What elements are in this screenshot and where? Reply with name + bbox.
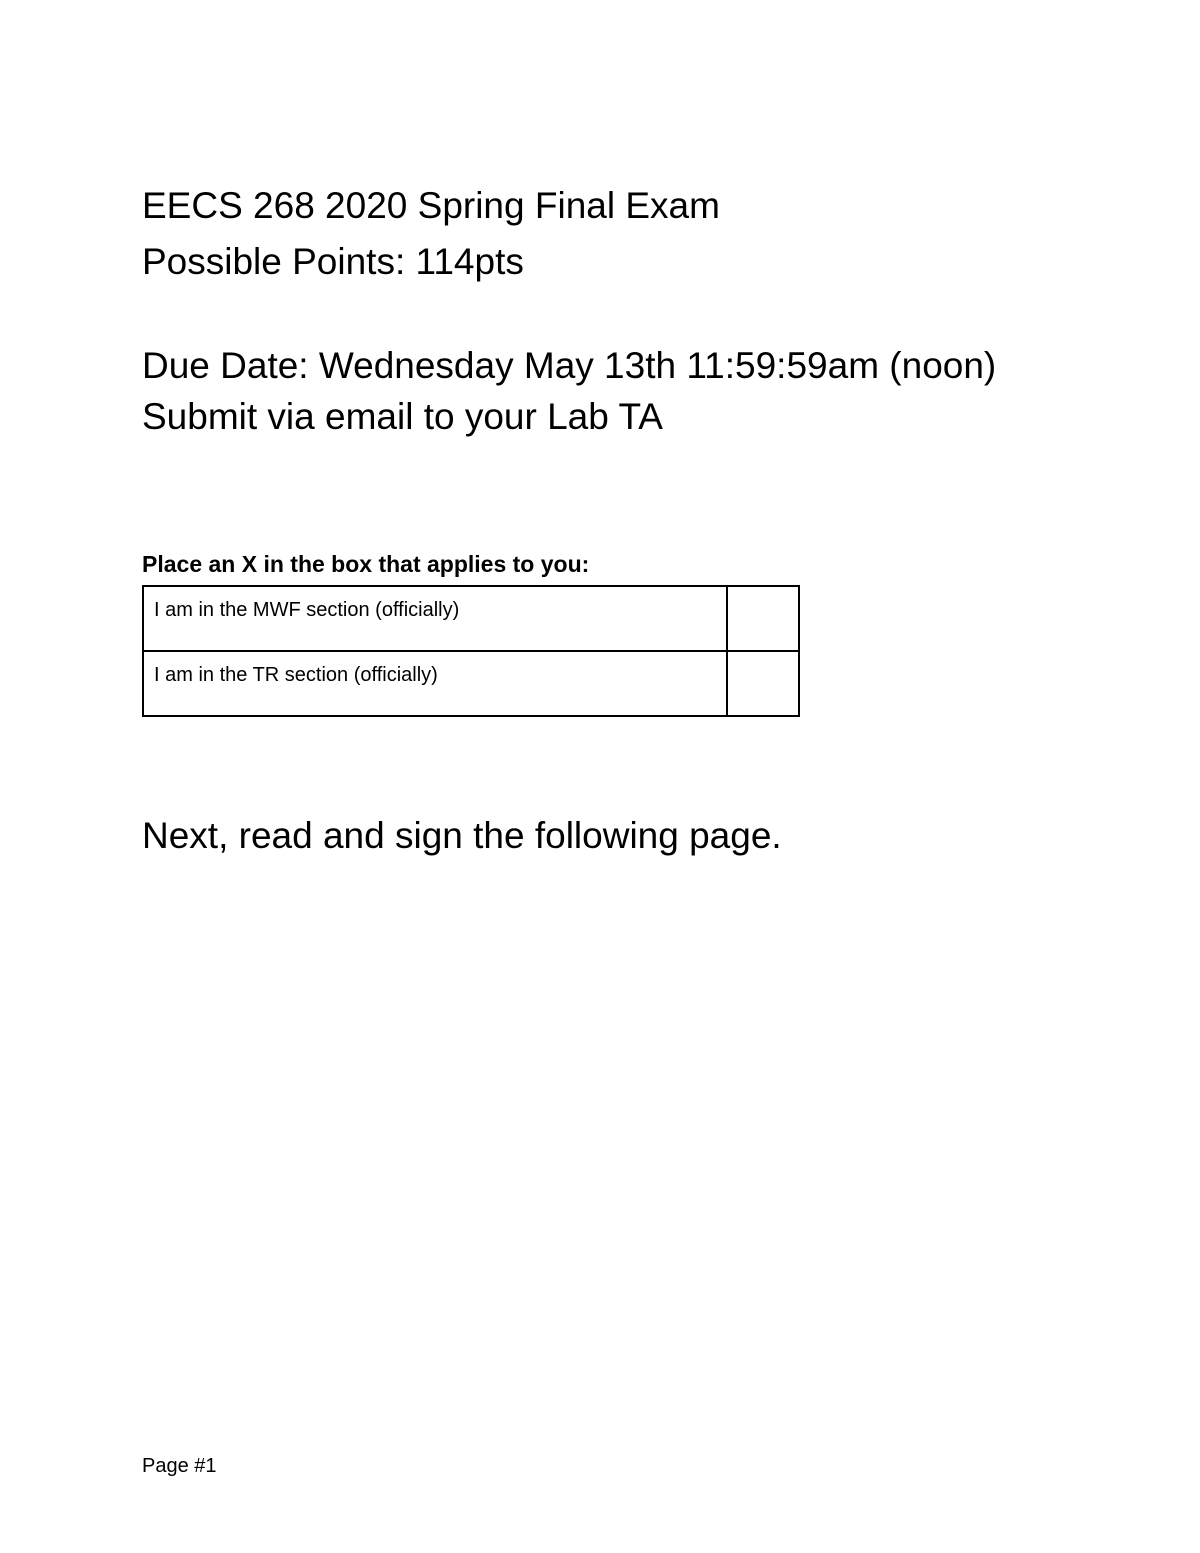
section-label-tr: I am in the TR section (officially) (143, 651, 727, 716)
section-row-mwf (143, 586, 799, 651)
next-step-instruction: Next, read and sign the following page. (142, 815, 782, 856)
section-row-tr (143, 651, 799, 716)
submission-instructions: Submit via email to your Lab TA (142, 396, 663, 437)
section-label-mwf: I am in the MWF section (officially) (143, 586, 727, 651)
section-instruction: Place an X in the box that applies to you: (142, 551, 590, 577)
page-number: Page #1 (142, 1455, 217, 1477)
section-checkbox-mwf[interactable] (727, 586, 799, 651)
section-checkbox-tr[interactable] (727, 651, 799, 716)
section-selection-table (142, 585, 800, 717)
exam-title: EECS 268 2020 Spring Final Exam (142, 185, 720, 226)
possible-points: Possible Points: 114pts (142, 241, 524, 282)
due-date: Due Date: Wednesday May 13th 11:59:59am (noon) (142, 345, 997, 386)
